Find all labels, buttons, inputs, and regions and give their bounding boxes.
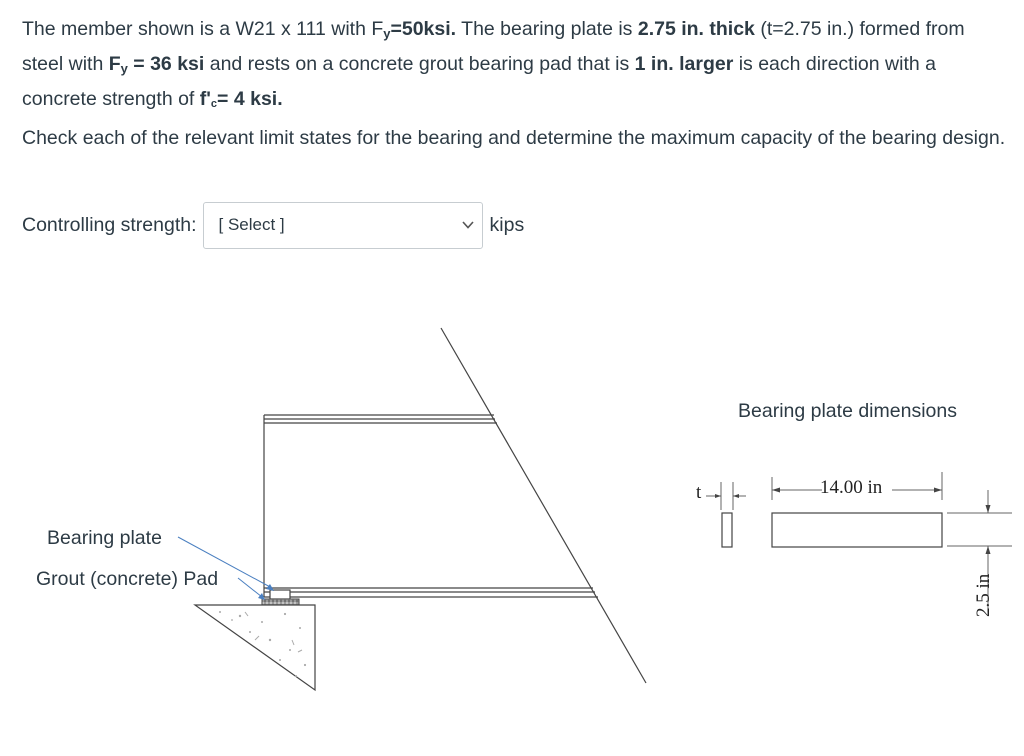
text-member: The member shown is a W21 x 111 with F — [22, 18, 384, 40]
controlling-strength-label: Controlling strength: — [22, 214, 197, 236]
text-pad-larger: 1 in. larger — [634, 53, 734, 75]
label-bearing-plate: Bearing plate — [47, 527, 162, 549]
problem-instruction: Check each of the relevant limit states for the bearing and determine the maximum capacity of the bearing design. — [22, 127, 1006, 149]
text-fy-value-1: =50ksi. — [390, 18, 457, 40]
thickness-dimension — [696, 482, 746, 547]
select-value: [ Select ] — [218, 215, 285, 234]
text-plate-intro: The bearing plate is — [456, 18, 638, 40]
concrete-support — [195, 605, 315, 690]
text-plate-steel: (t=2.75 in.) formed from steel with — [22, 18, 965, 75]
dim-t-label: t — [696, 482, 702, 503]
text-grout-pad: and rests on a concrete grout bearing pad that is — [204, 53, 635, 75]
text-plate-thickness: 2.75 in. thick — [637, 18, 755, 40]
dim-length-label: 2.5 in — [973, 573, 994, 617]
bearing-plate-shape — [270, 590, 290, 599]
length-dimension — [947, 490, 1012, 617]
width-dimension — [772, 472, 942, 547]
grout-pad-shape — [262, 599, 299, 605]
label-grout-pad: Grout (concrete) Pad — [36, 568, 219, 590]
dims-title: Bearing plate dimensions — [738, 400, 957, 422]
break-line — [441, 328, 646, 683]
text-fy-sub-1: y — [383, 26, 391, 41]
unit-label: kips — [489, 214, 525, 236]
beam-drawing — [264, 328, 646, 683]
text-fc: f' — [199, 88, 211, 110]
text-fy-2: F — [108, 53, 121, 75]
text-fc-value: = 4 ksi. — [217, 88, 283, 110]
text-fy-value-2: = 36 ksi — [127, 53, 205, 75]
text-concrete-strength: is each direction with a concrete strength of — [22, 53, 936, 110]
dim-width-label: 14.00 in — [820, 477, 883, 498]
text-fy-sub-2: y — [120, 61, 128, 76]
text-fc-sub: c — [210, 98, 218, 110]
